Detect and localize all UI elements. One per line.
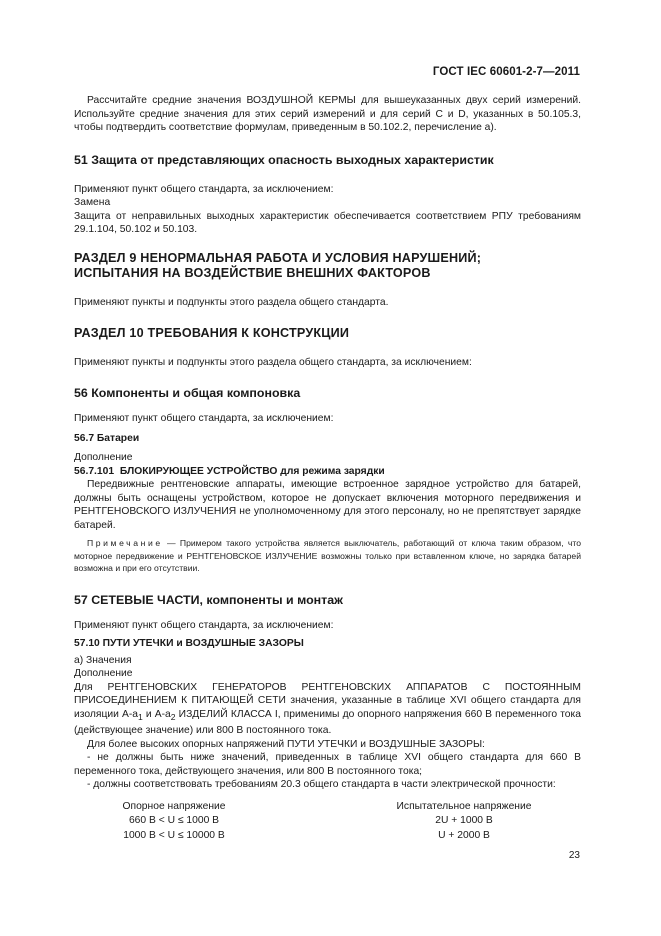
- section-56-intro: Применяют пункт общего стандарта, за исключением:: [74, 413, 334, 424]
- part-9-title-line1: РАЗДЕЛ 9 НЕНОРМАЛЬНАЯ РАБОТА И УСЛОВИЯ НАРУШЕНИЙ;: [74, 250, 482, 265]
- col-header-reference: Опорное напряжение: [122, 800, 226, 812]
- table-cell-ref: 1000 В < U ≤ 10000 В: [123, 829, 225, 841]
- subscript-1: 1: [137, 711, 143, 722]
- section-51-replacement: Замена: [74, 197, 111, 208]
- page-content: [74, 94, 581, 843]
- subsection-number: 56.7.101: [74, 465, 115, 477]
- note-paragraph: [74, 537, 581, 575]
- para-part-a: Для РЕНТГЕНОВСКИХ ГЕНЕРАТОРОВ РЕНТГЕНОВСКИХ АППАРАТОВ С ПОСТОЯННЫМ ПРИСОЕДИНЕНИЕМ К ПИТАЮЩЕЙ СЕТИ значения, указанные в таблице XVI общего стандарта для изоляции А-а: [74, 681, 581, 720]
- table-cell-test: U + 2000 В: [438, 829, 490, 841]
- section-51-intro: Применяют пункт общего стандарта, за исключением:: [74, 183, 334, 195]
- subsection-56-7-title: 56.7 Батареи: [74, 432, 140, 444]
- subsection-57-10-addition: Дополнение: [74, 668, 133, 679]
- section-57-intro: Применяют пункт общего стандарта, за исключением:: [74, 619, 334, 631]
- subsection-rest: для режима зарядки: [280, 465, 385, 477]
- document-header: ГОСТ IEC 60601-2-7—2011: [432, 66, 580, 78]
- subsection-57-10-para-class: [74, 681, 581, 738]
- note-text: — Примером такого устройства является выключатель, работающий от ключа таким образом, что моторное передвижение и РЕНТГЕНОВСКОЕ ИЗЛУЧЕНИЕ возможны только при вставленном ключе, но зарядка батарей возможна и при его отсутствии.: [74, 538, 581, 573]
- subsection-57-10-values: а) Значения: [74, 654, 132, 666]
- para-part-c: ИЗДЕЛИЙ КЛАССА I, применимы до опорного напряжения 660 В переменного тока (действующее значение) или 800 В постоянного тока.: [74, 708, 581, 737]
- voltage-table-col-test: [364, 800, 564, 844]
- part-10-title: РАЗДЕЛ 10 ТРЕБОВАНИЯ К КОНСТРУКЦИИ: [74, 326, 350, 340]
- para-part-b: и А-а: [142, 708, 171, 720]
- voltage-table: [74, 800, 581, 844]
- subsection-57-10-bullet-1: - не должны быть ниже значений, приведенных в таблице XVI общего стандарта для 660 В переменного тока, действующего значения, или 800 В постоянного тока;: [74, 752, 581, 777]
- part-10-text: Применяют пункты и подпункты этого раздела общего стандарта, за исключением:: [74, 356, 472, 368]
- note-label: Примечание: [87, 538, 163, 548]
- table-cell-test: 2U + 1000 В: [435, 815, 493, 827]
- paragraph-kerma: Рассчитайте средние значения ВОЗДУШНОЙ КЕРМЫ для вышеуказанных двух серий измерений. Используйте средние значения для этих серий измерений и для серий C и D, указанных в 50.105.3, чтобы подтвердить соответствие формулам, приведенным в 50.102.2, перечисление а).: [74, 95, 581, 133]
- section-51-title: 51 Защита от представляющих опасность выходных характеристик: [74, 152, 494, 167]
- section-56-title: 56 Компоненты и общая компоновка: [74, 386, 301, 400]
- voltage-table-col-reference: [74, 800, 274, 844]
- subsection-56-7-addition: Дополнение: [74, 452, 133, 463]
- subsection-56-7-101-text: Передвижные рентгеновские аппараты, имеющие встроенное зарядное устройство для батарей, должны быть оснащены устройством, которое не допускает включения моторного передвижения и РЕНТГЕНОВСКОГО ИЗЛУЧЕНИЯ не уполномоченному для этого персоналу, но не препятствует зарядке батарей.: [74, 479, 581, 531]
- table-cell-ref: 660 В < U ≤ 1000 В: [128, 815, 220, 827]
- subscript-2: 2: [170, 711, 176, 722]
- subsection-caps: БЛОКИРУЮЩЕЕ УСТРОЙСТВО: [119, 465, 278, 477]
- subsection-57-10-higher: Для более высоких опорных напряжений ПУТИ УТЕЧКИ и ВОЗДУШНЫЕ ЗАЗОРЫ:: [87, 738, 485, 750]
- section-57-title: 57 СЕТЕВЫЕ ЧАСТИ, компоненты и монтаж: [74, 592, 343, 607]
- subsection-57-10-bullet-2: - должны соответствовать требованиям 20.3 общего стандарта в части электрической прочности:: [87, 779, 556, 791]
- section-51-text: Защита от неправильных выходных характеристик обеспечивается соответствием РПУ требованиям 29.1.104, 50.102 и 50.103.: [74, 210, 581, 235]
- page-number: 23: [568, 850, 580, 861]
- subsection-56-7-101-title: [74, 465, 581, 479]
- part-9-text: Применяют пункты и подпункты этого раздела общего стандарта.: [74, 296, 389, 308]
- part-9-title-line2: ИСПЫТАНИЯ НА ВОЗДЕЙСТВИЕ ВНЕШНИХ ФАКТОРОВ: [74, 266, 431, 280]
- subsection-57-10-title: 57.10 ПУТИ УТЕЧКИ и ВОЗДУШНЫЕ ЗАЗОРЫ: [74, 638, 304, 649]
- col-header-test: Испытательное напряжение: [396, 800, 532, 812]
